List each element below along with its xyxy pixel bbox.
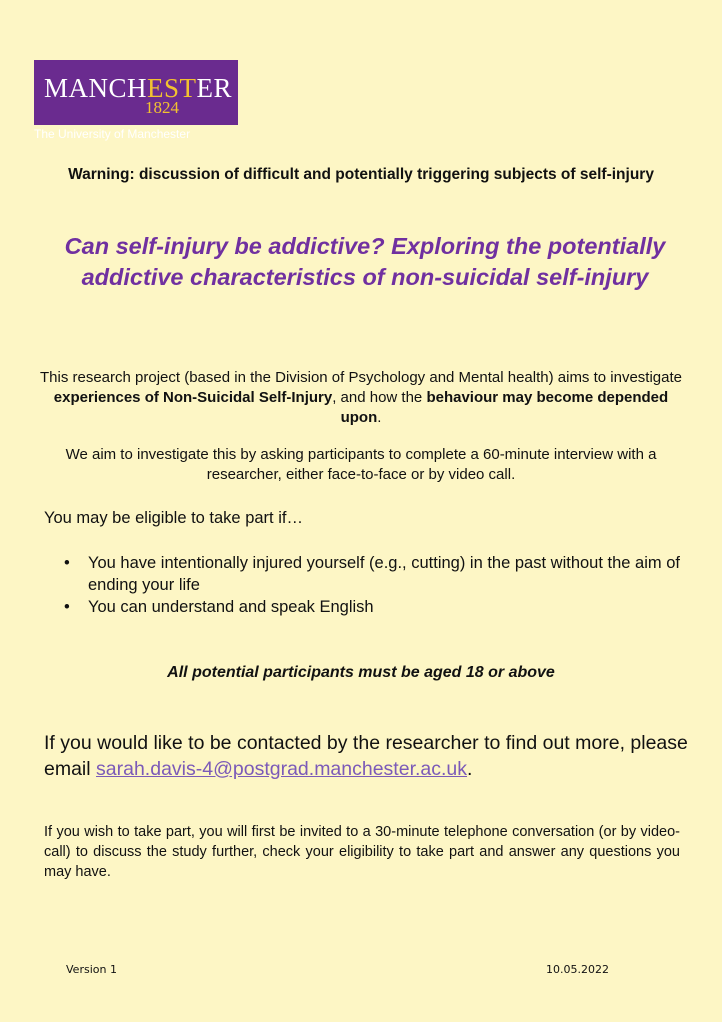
eligibility-heading: You may be eligible to take part if…	[44, 509, 303, 527]
email-link[interactable]: sarah.davis-4@postgrad.manchester.ac.uk	[96, 758, 468, 780]
contact-paragraph: If you would like to be contacted by the researcher to find out more, please email sarah.davis-4@postgrad.manchester.ac.uk.	[44, 732, 688, 780]
final-note: If you wish to take part, you will first be invited to a 30-minute telephone conversation (or by video-call) to discuss the study further, check your eligibility to take part and answer any questions you may have.	[44, 824, 680, 880]
list-item: • You have intentionally injured yourself (e.g., cutting) in the past without the aim of ending your life	[64, 554, 680, 594]
bullet-icon: •	[64, 554, 70, 572]
method-paragraph: We aim to investigate this by asking participants to complete a 60-minute interview with a researcher, either face-to-face or by video call.	[65, 446, 657, 483]
version-label: Version 1	[66, 963, 117, 976]
logo-year: 1824	[145, 98, 179, 117]
content-warning: Warning: discussion of difficult and potentially triggering subjects of self-injury	[68, 166, 654, 183]
intro-paragraph: This research project (based in the Division of Psychology and Mental health) aims to investigate experiences of Non-Suicidal Self-Injury, and how the behaviour may become depended upon.	[40, 369, 682, 426]
logo-subtitle: The University of Manchester	[34, 127, 191, 141]
age-notice: All potential participants must be aged 18 or above	[167, 664, 555, 681]
university-logo	[34, 60, 238, 125]
eligibility-list	[62, 552, 680, 618]
bullet-icon: •	[64, 598, 70, 616]
list-item: • You can understand and speak English	[64, 598, 374, 616]
logo-wordmark: MANCHESTER	[44, 73, 233, 103]
date-label: 10.05.2022	[546, 963, 609, 976]
study-title: Can self-injury be addictive? Exploring the potentially addictive characteristics of non-suicidal self-injury	[64, 233, 666, 290]
